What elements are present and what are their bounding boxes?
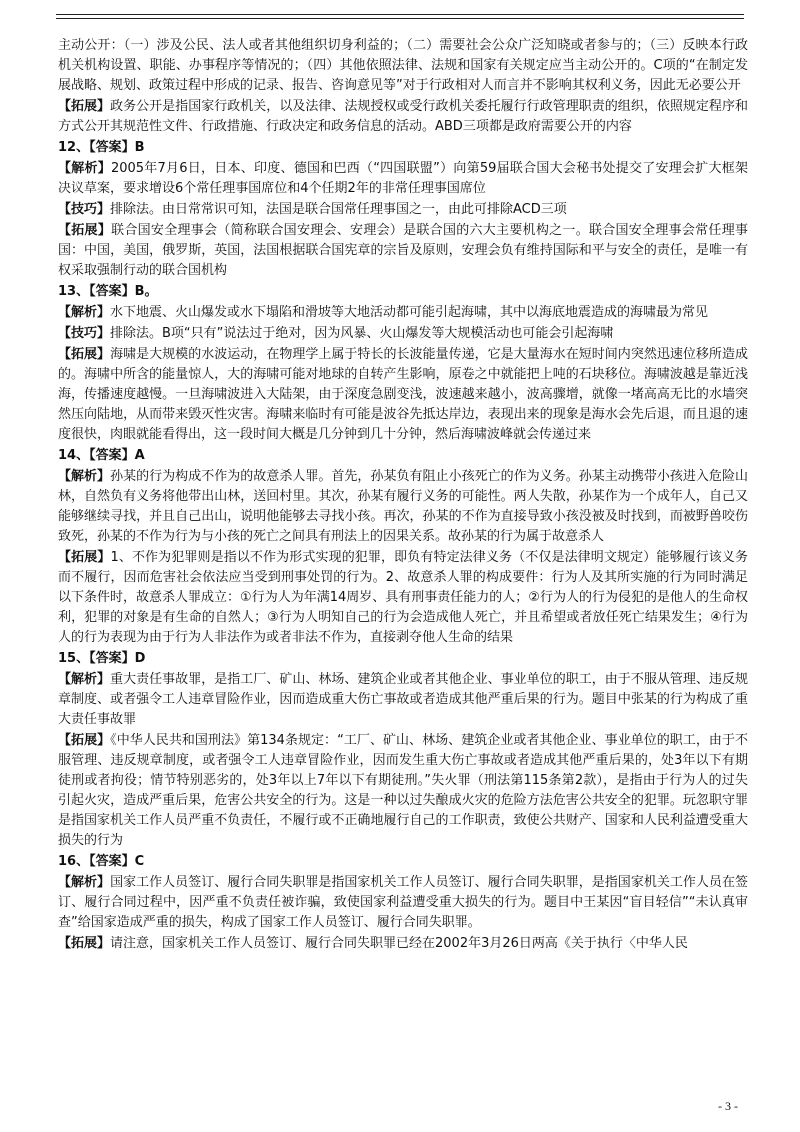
paragraph — [58, 97, 748, 137]
answer-line — [58, 852, 748, 872]
paragraph-text: 2005年7月6日，日本、印度、德国和巴西（“四国联盟”）向第59届联合国大会秘书处提交了安理会扩大框架决议草案，要求增设6个常任理事国席位和4个任期2年的非常任理事国席位 — [58, 161, 748, 196]
paragraph — [58, 873, 748, 933]
paragraph — [58, 467, 748, 547]
paragraph — [58, 670, 748, 730]
paragraph-text: 《中华人民共和国刑法》第134条规定：“工厂、矿山、林场、建筑企业或者其他企业、事业单位的职工，由于不服管理、违反规章制度，或者强令工人违章冒险作业，因而发生重大伤亡事故或者造成其他严重后果的，处3年以下有期徒刑或者拘役；情节特别恶劣的，处3年以上7年以下有期徒刑。”失火罪（刑法第115条第2款），是指由于行为人的过失引起火灾，造成严重后果，危害公共安全的行为。这是一种以过失酿成火灾的危险方法危害公共安全的犯罪。玩忽职守罪是指国家机关工作人员严重不负责任，不履行或不正确地履行自己的工作职责，致使公共财产、国家和人民利益遭受重大损失的行为 — [58, 733, 748, 848]
question-number: 12、 — [58, 140, 90, 155]
answer-line — [58, 446, 748, 466]
paragraph-text: 1、不作为犯罪则是指以不作为形式实现的犯罪，即负有特定法律义务（不仅是法律明文规定）能够履行该义务而不履行，因而危害社会依法应当受到刑事处罚的行为。2、故意杀人罪的构成要件：行为人及其所实施的行为同时满足以下条件时，故意杀人罪成立：①行为人为年满14周岁、具有刑事责任能力的人；②行为人的行为侵犯的是他人的生命权利，犯罪的对象是有生命的自然人；③行为人明知自己的行为会造成他人死亡，并且希望或者放任死亡结果发生；④行为人的行为表现为由于行为人非法作为或者非法不作为，直接剥夺他人生命的结果 — [58, 550, 748, 645]
paragraph-text: 水下地震、火山爆发或水下塌陷和滑坡等大地活动都可能引起海啸，其中以海底地震造成的海啸最为常见 — [110, 305, 709, 320]
paragraph-text: 排除法。B项“只有”说法过于绝对，因为风暴、火山爆发等大规模活动也可能会引起海啸 — [110, 326, 614, 341]
section-tag: 【拓展】 — [58, 733, 111, 748]
paragraph — [58, 731, 748, 851]
question-number: 15、 — [58, 651, 90, 666]
answer-value: B — [134, 140, 145, 155]
paragraph-text: 政务公开是指国家行政机关，以及法律、法规授权或受行政机关委托履行行政管理职责的组织，依照规定程序和方式公开其规范性文件、行政措施、行政决定和政务信息的活动。ABD三项都是政府需要公开的内容 — [58, 99, 748, 134]
section-tag: 【拓展】 — [58, 936, 111, 951]
section-tag: 【技巧】 — [58, 326, 111, 341]
answer-value: A — [134, 448, 145, 463]
paragraph-text: 孙某的行为构成不作为的故意杀人罪。首先，孙某负有阻止小孩死亡的作为义务。孙某主动携带小孩进入危险山林，自然负有义务将他带出山林，送回村里。其次，孙某有履行义务的可能性。两人失散，孙某作为一个成年人，自己又能够继续寻找，并且自己出山，说明他能够去寻找小孩。再次，孙某的不作为直接导致小孩没被及时找到，而被野兽咬伤致死，孙某的不作为行为与小孩的死亡之间具有刑法上的因果关系。故孙某的行为属于故意杀人 — [58, 469, 748, 544]
paragraph — [58, 221, 748, 281]
paragraph-text: 联合国安全理事会（简称联合国安理会、安理会）是联合国的六大主要机构之一。联合国安全理事会常任理事国：中国，美国，俄罗斯，英国，法国根据联合国宪章的宗旨及原则，安理会负有维持国际和平与安全的责任，是唯一有权采取强制行动的联合国机构 — [58, 223, 748, 278]
section-tag: 【拓展】 — [58, 550, 111, 565]
paragraph — [58, 36, 748, 96]
section-tag: 【技巧】 — [58, 202, 111, 217]
section-tag: 【解析】 — [58, 161, 111, 176]
answer-line — [58, 649, 748, 669]
paragraph — [58, 159, 748, 199]
section-tag: 【拓展】 — [58, 99, 111, 114]
paragraph — [58, 303, 748, 323]
paragraph-text: 排除法。由日常常识可知，法国是联合国常任理事国之一，由此可排除ACD三项 — [110, 202, 567, 217]
paragraph — [58, 324, 748, 344]
answer-label: 【答案】 — [89, 284, 135, 299]
question-number: 14、 — [58, 448, 90, 463]
paragraph-text: 主动公开：（一）涉及公民、法人或者其他组织切身利益的；（二）需要社会公众广泛知晓或者参与的；（三）反映本行政机关机构设置、职能、办事程序等情况的；（四）其他依照法律、法规和国家有关规定应当主动公开的。C项的“在制定发展战略、规划、政策过程中形成的记录、报告、咨询意见等”对于行政相对人而言并不影响其权利义务，因此无必要公开 — [58, 38, 748, 93]
header-rule — [56, 14, 744, 15]
answer-label: 【答案】 — [89, 854, 135, 869]
paragraph — [58, 548, 748, 648]
paragraph-text: 海啸是大规模的水波运动，在物理学上属于特长的长波能量传递，它是大量海水在短时间内突然迅速位移所造成的。海啸中所含的能量惊人，大的海啸可能对地球的自转产生影响，原卷之中就能把上吨的石块移位。海啸波越是靠近浅海，传播速度越慢。一旦海啸波进入大陆架，由于深度急剧变浅，波速越来越小，波高骤增，就像一堵高高无比的水墙突然压向陆地，从而带来毁灭性灾害。海啸来临时有可能是波谷先抵达岸边，表现出来的现象是海水会先后退，而且退的速度很快，肉眼就能看得出，这一段时间大概是几分钟到几十分钟，然后海啸波峰就会传递过来 — [58, 347, 748, 442]
answer-label: 【答案】 — [89, 651, 135, 666]
answer-line — [58, 138, 748, 158]
answer-label: 【答案】 — [89, 448, 135, 463]
page-body — [58, 36, 748, 955]
answer-value: D — [134, 651, 146, 666]
page-number: - 3 - — [718, 1099, 738, 1113]
section-tag: 【拓展】 — [58, 347, 111, 362]
header-rule-thin — [56, 18, 744, 19]
paragraph — [58, 200, 748, 220]
question-number: 13、 — [58, 284, 90, 299]
paragraph-text: 重大责任事故罪，是指工厂、矿山、林场、建筑企业或者其他企业、事业单位的职工，由于不服从管理、违反规章制度、或者强令工人违章冒险作业，因而造成重大伤亡事故或者造成其他严重后果的行为。题目中张某的行为构成了重大责任事故罪 — [58, 672, 748, 727]
section-tag: 【解析】 — [58, 469, 111, 484]
answer-value: B。 — [134, 284, 158, 299]
answer-label: 【答案】 — [89, 140, 135, 155]
paragraph — [58, 345, 748, 445]
section-tag: 【解析】 — [58, 672, 111, 687]
paragraph-text: 国家工作人员签订、履行合同失职罪是指国家机关工作人员签订、履行合同失职罪，是指国家机关工作人员在签订、履行合同过程中，因严重不负责任被诈骗，致使国家利益遭受重大损失的行为。题目中王某因“盲目轻信”“未认真审查”给国家造成严重的损失，构成了国家工作人员签订、履行合同失职罪。 — [58, 875, 748, 930]
question-number: 16、 — [58, 854, 90, 869]
answer-value: C — [134, 854, 145, 869]
paragraph — [58, 934, 748, 954]
section-tag: 【解析】 — [58, 875, 111, 890]
section-tag: 【拓展】 — [58, 223, 112, 238]
answer-line — [58, 282, 748, 302]
paragraph-text: 请注意，国家机关工作人员签订、履行合同失职罪已经在2002年3月26日两高《关于执行〈中华人民 — [110, 936, 688, 951]
section-tag: 【解析】 — [58, 305, 111, 320]
